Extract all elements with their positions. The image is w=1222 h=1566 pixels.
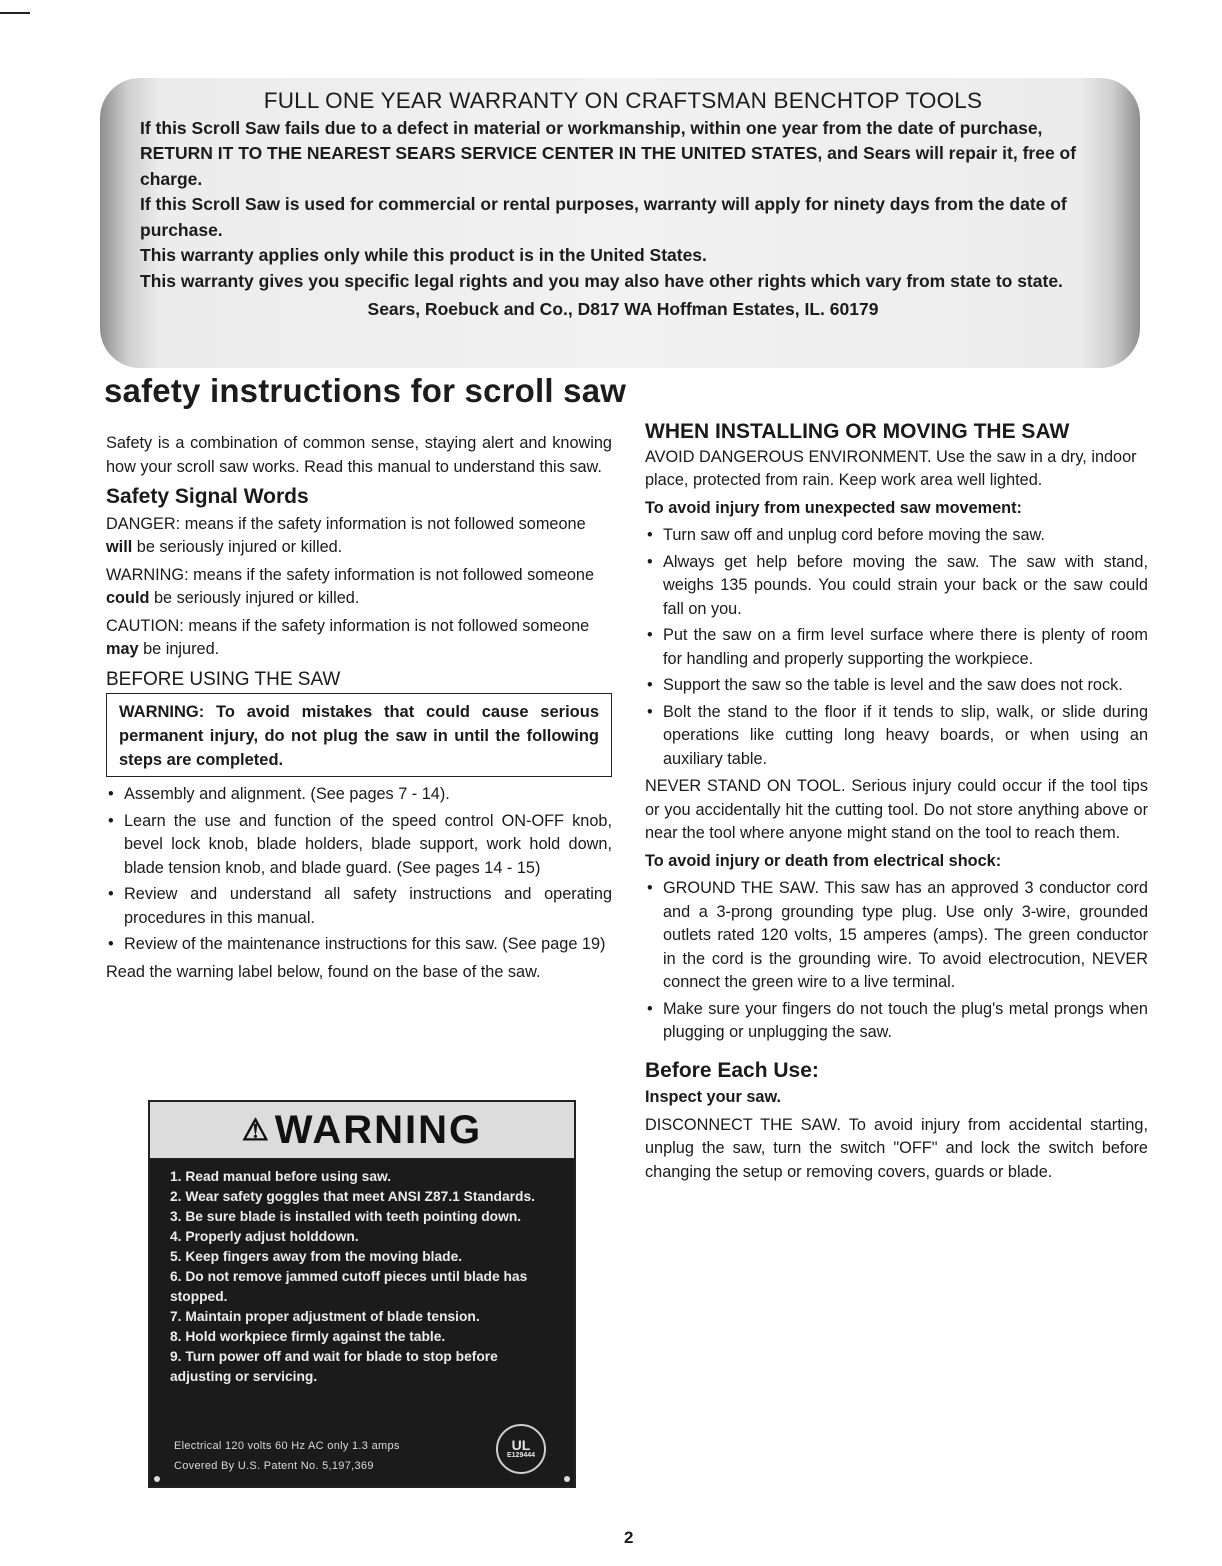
avoid-environment-paragraph: AVOID DANGEROUS ENVIRONMENT. Use the saw in a dry, indoor place, protected from rain. Keep work area well lighted.	[645, 447, 1137, 489]
rivet-icon	[154, 1476, 160, 1482]
danger-bold: will	[106, 538, 133, 556]
list-item: • Always get help before moving the saw. The saw with stand, weighs 135 pounds. You could strain your back or the saw could fall on you.	[645, 551, 1148, 622]
right-column	[645, 420, 1148, 1188]
shock-list	[645, 877, 1148, 1045]
list-item: • Put the saw on a firm level surface where there is plenty of room for handling and properly supporting the workpiece.	[645, 624, 1148, 671]
list-item: • Turn saw off and unplug cord before moving the saw.	[645, 524, 1148, 548]
list-item: 5. Keep fingers away from the moving blade.	[170, 1249, 463, 1264]
danger-definition	[106, 513, 612, 560]
list-item: 7. Maintain proper adjustment of blade tension.	[170, 1309, 480, 1324]
disconnect-paragraph: DISCONNECT THE SAW. To avoid injury from accidental starting, unplug the saw, turn the switch "OFF" and lock the switch before changing the setup or removing covers, guards or blade.	[645, 1115, 1148, 1181]
caution-post: be injured.	[138, 640, 220, 658]
list-item: 3. Be sure blade is installed with teeth pointing down.	[170, 1209, 522, 1224]
warning-label-list	[170, 1167, 558, 1387]
left-column	[106, 432, 612, 988]
danger-post: be seriously injured or killed.	[132, 538, 343, 556]
rivet-icon	[564, 1106, 570, 1112]
list-item: • Support the saw so the table is level and the saw does not rock.	[645, 674, 1148, 698]
inspect-heading: Inspect your saw.	[645, 1088, 782, 1106]
list-item: 2. Wear safety goggles that meet ANSI Z87.1 Standards.	[170, 1189, 535, 1204]
warning-definition	[106, 564, 612, 611]
warning-box: WARNING: To avoid mistakes that could cause serious permanent injury, do not plug the saw in until the following steps are completed.	[106, 693, 612, 777]
caution-bold: may	[106, 640, 139, 658]
ul-text: UL	[511, 1437, 531, 1453]
list-item: 9. Turn power off and wait for blade to stop before adjusting or servicing.	[170, 1349, 498, 1384]
electrical-rating: Electrical 120 volts 60 Hz AC only 1.3 amps	[174, 1440, 400, 1452]
before-each-use-heading: Before Each Use:	[645, 1058, 819, 1082]
warranty-title: FULL ONE YEAR WARRANTY ON CRAFTSMAN BENCHTOP TOOLS	[263, 88, 983, 113]
read-label-note: Read the warning label below, found on the base of the saw.	[106, 962, 541, 981]
signal-words-heading: Safety Signal Words	[106, 485, 309, 508]
list-item: 6. Do not remove jammed cutoff pieces until blade has stopped.	[170, 1269, 528, 1304]
page-number: 2	[624, 1528, 634, 1547]
warning-pre: means if the safety information is not followed someone	[188, 565, 595, 584]
installing-heading: WHEN INSTALLING OR MOVING THE SAW	[645, 420, 1070, 443]
rivet-icon	[154, 1106, 160, 1112]
before-using-heading: BEFORE USING THE SAW	[106, 668, 341, 690]
danger-term: DANGER:	[106, 514, 181, 533]
corner-mark	[0, 12, 30, 14]
warranty-paragraph-3: This warranty applies only while this product is in the United States.	[140, 245, 707, 265]
warning-post: be seriously injured or killed.	[149, 589, 360, 607]
warranty-address: Sears, Roebuck and Co., D817 WA Hoffman Estates, IL. 60179	[367, 299, 879, 319]
patent-number: Covered By U.S. Patent No. 5,197,369	[174, 1460, 374, 1472]
danger-pre: means if the safety information is not followed someone	[180, 514, 586, 533]
warning-label-header	[150, 1102, 574, 1159]
warning-bold: could	[106, 589, 150, 607]
list-item: 4. Properly adjust holddown.	[170, 1229, 359, 1244]
list-item: 1. Read manual before using saw.	[170, 1169, 392, 1184]
page-title: safety instructions for scroll saw	[104, 372, 627, 409]
intro-paragraph: Safety is a combination of common sense, staying alert and knowing how your scroll saw works. Read this manual to understand this saw.	[106, 434, 612, 476]
ul-listed-icon	[496, 1424, 546, 1474]
list-item: • Review and understand all safety instructions and operating procedures in this manual.	[106, 883, 612, 930]
caution-term: CAUTION:	[106, 616, 184, 635]
movement-heading: To avoid injury from unexpected saw movement:	[645, 498, 1022, 517]
warning-term: WARNING:	[106, 565, 189, 584]
warning-label	[148, 1100, 576, 1488]
list-item: • Review of the maintenance instructions for this saw. (See page 19)	[106, 933, 612, 957]
list-item: • GROUND THE SAW. This saw has an approved 3 conductor cord and a 3-prong grounding type plug. Use only 3-wire, grounded outlets rated 120 volts, 15 amperes (amps). The green conductor in the cord is the grounding wire. To avoid electrocution, NEVER connect the green wire to a live terminal.	[645, 877, 1148, 995]
caution-pre: means if the safety information is not followed someone	[183, 616, 590, 635]
list-item: • Make sure your fingers do not touch the plug's metal prongs when plugging or unplugging the saw.	[645, 998, 1148, 1045]
list-item: 8. Hold workpiece firmly against the table.	[170, 1329, 446, 1344]
shock-heading: To avoid injury or death from electrical shock:	[645, 851, 1002, 870]
warning-triangle-icon: ⚠	[241, 1113, 271, 1147]
list-item: • Assembly and alignment. (See pages 7 - 14).	[106, 783, 612, 807]
never-stand-paragraph: NEVER STAND ON TOOL. Serious injury could occur if the tool tips or you accidentally hit the cutting tool. Do not store anything above or near the tool where anyone might stand on the tool to reach them.	[645, 777, 1148, 842]
movement-list	[645, 524, 1148, 771]
warning-label-body	[150, 1159, 574, 1387]
warranty-paragraph-1: If this Scroll Saw fails due to a defect in material or workmanship, within one year from the date of purchase, RETURN IT TO THE NEAREST SEARS SERVICE CENTER IN THE UNITED STATES, and Sears will repair it, free of charge.	[140, 117, 1077, 189]
warranty-paragraph-2: If this Scroll Saw is used for commercial or rental purposes, warranty will apply for ninety days from the date of purchase.	[140, 194, 1067, 240]
rivet-icon	[564, 1476, 570, 1482]
ul-code: E129444	[506, 1452, 536, 1459]
warning-label-title: WARNING	[274, 1107, 483, 1152]
warranty-box	[100, 78, 1140, 368]
warning-label-footer	[174, 1436, 400, 1476]
before-using-list	[106, 783, 612, 957]
caution-definition	[106, 615, 612, 662]
warranty-paragraph-4: This warranty gives you specific legal rights and you may also have other rights which vary from state to state.	[140, 270, 1063, 291]
list-item: • Bolt the stand to the floor if it tends to slip, walk, or slide during operations like cutting long heavy boards, or when using an auxiliary table.	[645, 701, 1148, 772]
list-item: • Learn the use and function of the speed control ON-OFF knob, bevel lock knob, blade holders, blade support, work hold down, blade tension knob, and blade guard. (See pages 14 - 15)	[106, 810, 612, 881]
